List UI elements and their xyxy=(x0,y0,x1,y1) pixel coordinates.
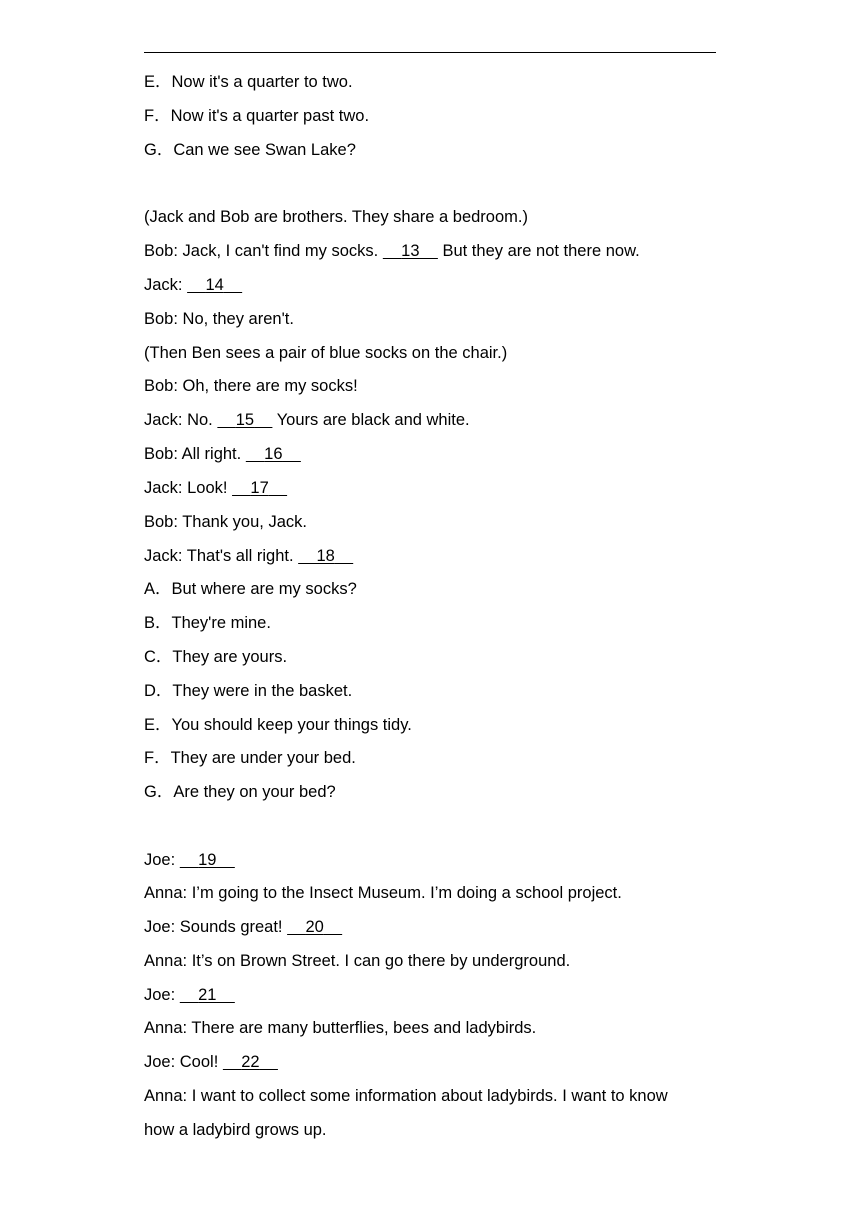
line-text: Joe: Sounds great! xyxy=(144,918,288,936)
line-text: Bob: All right. xyxy=(144,445,246,463)
blank-15: 15 xyxy=(235,411,255,429)
option-a: A．But where are my socks? xyxy=(144,580,357,598)
blank-22: 22 xyxy=(241,1053,260,1071)
blank-17: 17 xyxy=(250,479,269,497)
option-g: G．Are they on your bed? xyxy=(144,783,336,801)
option-b: B．They're mine. xyxy=(144,614,271,632)
line-text: Joe: Cool! xyxy=(144,1053,223,1071)
option-e: E．Now it's a quarter to two. xyxy=(144,73,353,91)
dialog3-line xyxy=(144,917,342,937)
option-f: F．They are under your bed. xyxy=(144,749,356,767)
option-d: D．They were in the basket. xyxy=(144,682,353,700)
option-f: F．Now it's a quarter past two. xyxy=(144,107,370,125)
line-text: Jack: That's all right. xyxy=(144,547,299,565)
blank-19: 19 xyxy=(198,851,217,869)
dialog3-line: Anna: I’m going to the Insect Museum. I’m doing a school project. xyxy=(144,884,622,902)
option-g: G．Can we see Swan Lake? xyxy=(144,141,356,159)
line-text: Joe: xyxy=(144,986,180,1004)
line-text: Jack: Look! xyxy=(144,479,233,497)
line-text: Jack: xyxy=(144,276,188,294)
dialog3-line: Anna: There are many butterflies, bees and ladybirds. xyxy=(144,1019,537,1037)
line-text: But they are not there now. xyxy=(437,242,640,260)
dialog2-line xyxy=(144,275,242,295)
dialog3-line: Anna: It’s on Brown Street. I can go there by underground. xyxy=(144,952,571,970)
line-text: Joe: xyxy=(144,851,180,869)
dialog2-line xyxy=(144,410,470,430)
blank-18: 18 xyxy=(316,547,335,565)
dialog3-line: how a ladybird grows up. xyxy=(144,1121,327,1139)
option-c: C．They are yours. xyxy=(144,648,288,666)
dialog2-line xyxy=(144,444,301,464)
dialog2-line: Bob: Thank you, Jack. xyxy=(144,513,307,531)
blank-16: 16 xyxy=(264,445,283,463)
dialog3-line: Anna: I want to collect some information about ladybirds. I want to know xyxy=(144,1087,668,1105)
blank-20: 20 xyxy=(305,918,324,936)
dialog3-line xyxy=(144,850,235,870)
blank-13: 13 xyxy=(401,242,420,260)
dialog2-line xyxy=(144,241,640,261)
dialog3-line xyxy=(144,985,235,1005)
blank-14: 14 xyxy=(205,276,224,294)
dialog2-line: Bob: No, they aren't. xyxy=(144,310,294,328)
option-e: E．You should keep your things tidy. xyxy=(144,716,412,734)
blank-21: 21 xyxy=(198,986,217,1004)
dialog2-intro: (Jack and Bob are brothers. They share a bedroom.) xyxy=(144,208,528,226)
dialog2-line: Bob: Oh, there are my socks! xyxy=(144,377,358,395)
dialog2-line: (Then Ben sees a pair of blue socks on the chair.) xyxy=(144,344,508,362)
dialog2-line xyxy=(144,478,287,498)
dialog2-line xyxy=(144,546,353,566)
line-text: Bob: Jack, I can't find my socks. xyxy=(144,242,383,260)
line-text: Yours are black and white. xyxy=(272,411,470,429)
line-text: Jack: No. xyxy=(144,411,218,429)
header-rule xyxy=(144,52,716,53)
dialog3-line xyxy=(144,1052,278,1072)
